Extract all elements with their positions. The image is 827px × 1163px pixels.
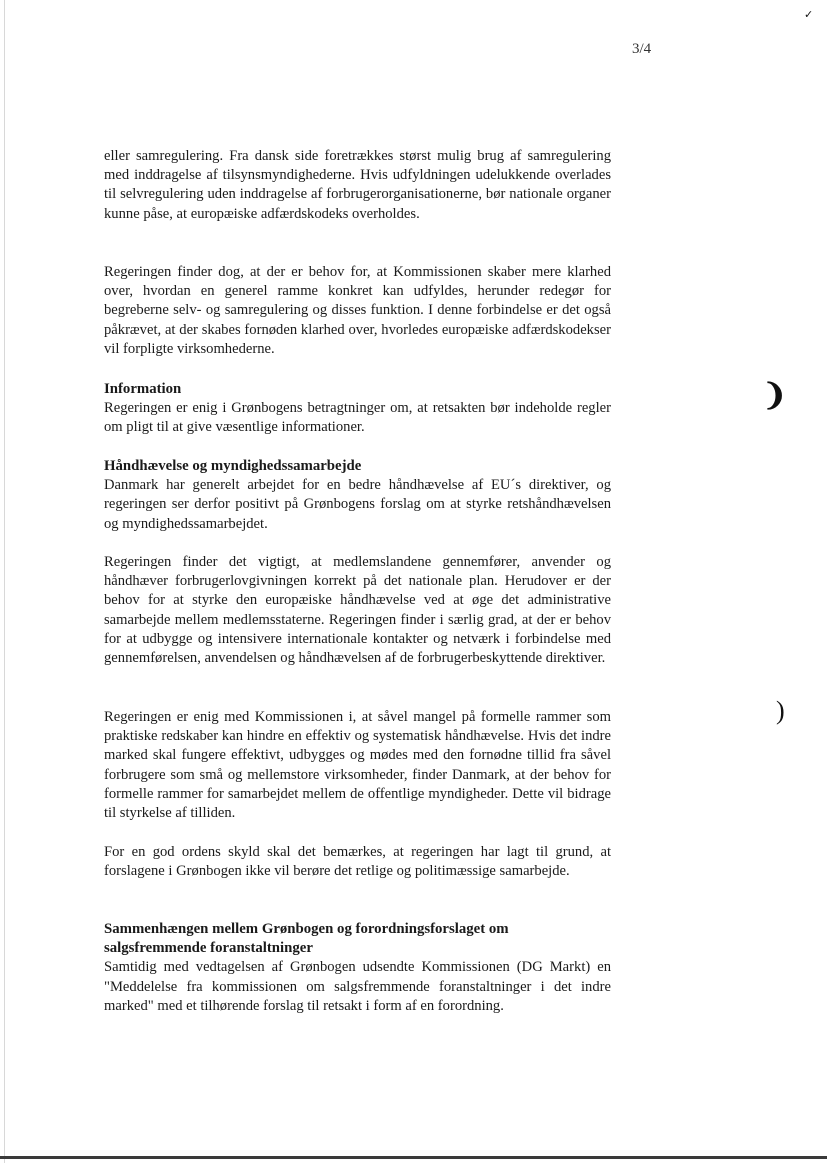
- section-haandhaevelse: [104, 457, 611, 534]
- section-sammenhaeng: [104, 920, 611, 1016]
- paragraph-samregulering: eller samregulering. Fra dansk side foretrækkes størst mulig brug af samregulering med inddragelse af tilsynsmyndighederne. Hvis udfyldningen udelukkende overlades til selvregulering uden inddragelse af forbrugerorganisationerne, bør nationale organer kunne påse, at europæiske adfærdskodeks overholdes.: [104, 148, 611, 222]
- section-information: [104, 380, 611, 438]
- check-mark-icon: ✓: [804, 9, 814, 21]
- paragraph-formelle-rammer: Regeringen er enig med Kommissionen i, at såvel mangel på formelle rammer som praktiske redskaber kan hindre en effektiv og systematisk håndhævelse. Hvis det indre marked skal fungere effektivt, udbygges og mødes med den fornødne tillid fra såvel forbrugere som små og mellemstore virksomheder, finder Danmark, at der behov for formelle rammer for samarbejdet mellem de offentlige myndigheder. Dette vil bidrage til styrkelse af tilliden.: [104, 709, 611, 822]
- paragraph-klarhed: Regeringen finder dog, at der er behov for, at Kommissionen skaber mere klarhed over, hvordan en generel ramme konkret kan udfyldes, herunder redegør for begreberne selv- og samregulering og disses funktion. I denne forbindelse er det også påkrævet, at der skabes fornøden klarhed over, hvorledes europæiske adfærdskodekser vil forpligte virksomhederne.: [104, 264, 611, 357]
- scan-bottom-edge: [0, 1156, 827, 1159]
- paragraph-information: Regeringen er enig i Grønbogens betragtninger om, at retsakten bør indeholde regler om pligt til at give væsentlige informationer.: [104, 400, 611, 436]
- page-number: 3/4: [632, 41, 652, 57]
- scan-left-edge: [4, 0, 5, 1163]
- paragraph-haandhaevelse: Danmark har generelt arbejdet for en bedre håndhævelse af EU´s direktiver, og regeringen ser derfor positivt på Grønbogens forslag om at styrke retshåndhævelsen og myndighedssamarbejdet.: [104, 477, 611, 532]
- paragraph-sammenhaeng: Samtidig med vedtagelsen af Grønbogen udsendte Kommissionen (DG Markt) en "Meddelelse fra kommissionen om salgsfremmende foranstaltninger i det indre marked" med et tilhørende forslag til retsakt i form af en forordning.: [104, 959, 611, 1014]
- punch-hole-lower-icon: ): [776, 696, 785, 725]
- heading-haandhaevelse: Håndhævelse og myndighedssamarbejde: [104, 458, 362, 474]
- paragraph-god-ordens-skyld: For en god ordens skyld skal det bemærkes, at regeringen har lagt til grund, at forslagene i Grønbogen ikke vil berøre det retlige og politimæssige samarbejde.: [104, 844, 611, 880]
- punch-hole-upper-icon: ❩: [762, 379, 788, 412]
- heading-sammenhaeng: Sammenhængen mellem Grønbogen og forordningsforslaget om salgsfremmende foranstaltninger: [104, 921, 509, 957]
- heading-information: Information: [104, 381, 182, 397]
- paragraph-medlemslandene: Regeringen finder det vigtigt, at medlemslandene gennemfører, anvender og håndhæver forbrugerlovgivningen korrekt på det nationale plan. Herudover er der behov for at styrke den europæiske håndhævelse ved at øge det administrative samarbejde mellem medlemsstaterne. Regeringen finder i særlig grad, at der er behov for at udbygge og intensivere internationale kontakter og netværk i forbindelse med gennemførelsen, anvendelsen og håndhævelsen af de forbrugerbeskyttende direktiver.: [104, 554, 611, 667]
